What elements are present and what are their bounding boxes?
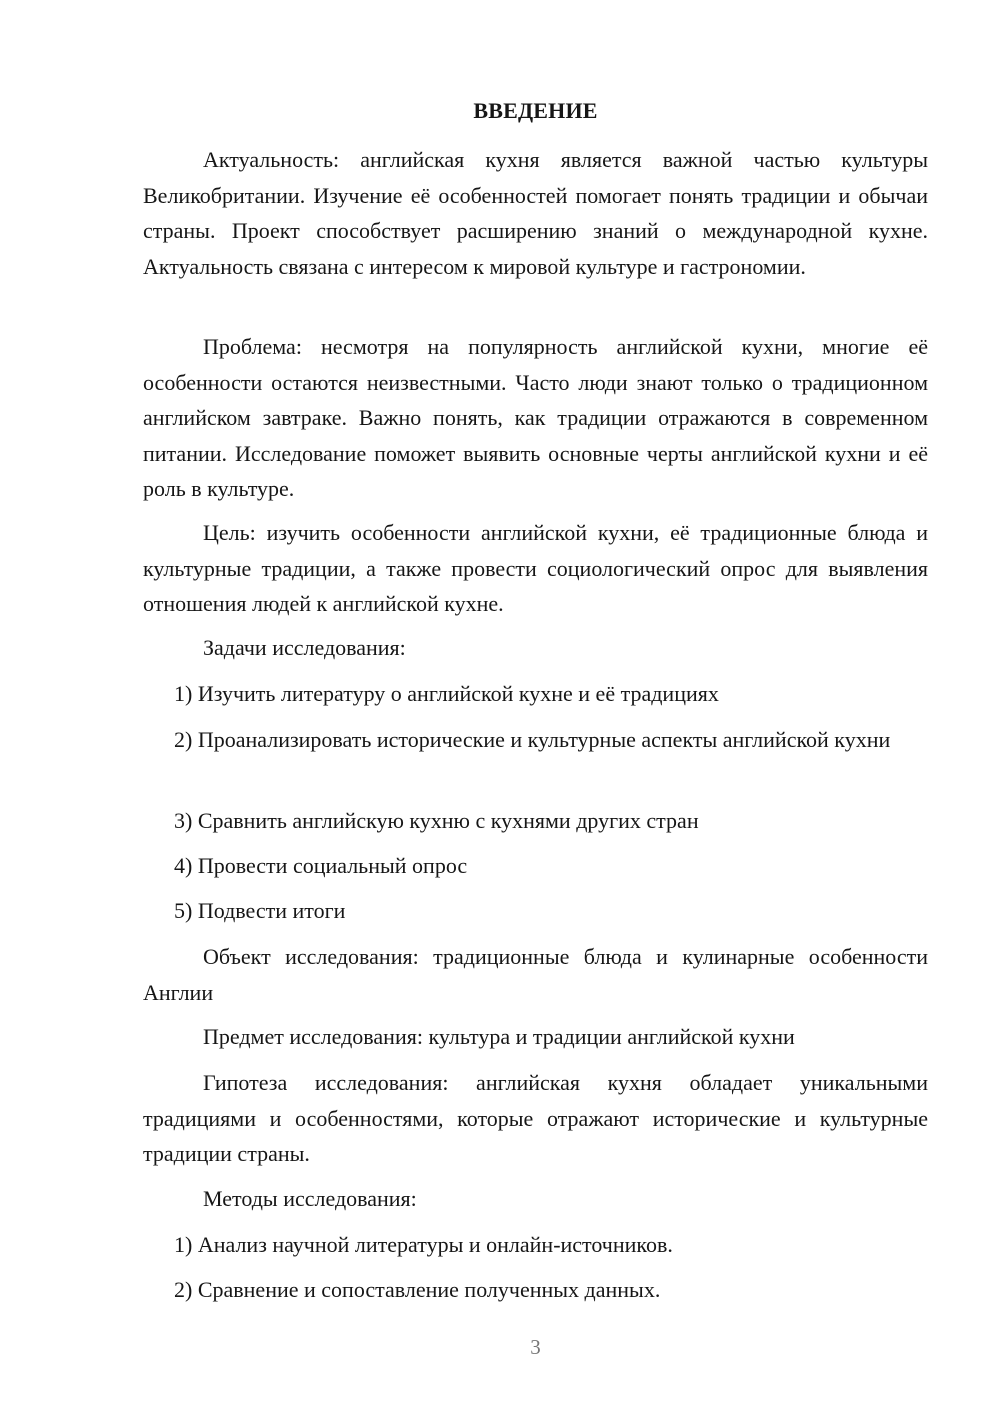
task-item-1: 1) Изучить литературу о английской кухне и её традициях bbox=[174, 681, 719, 706]
methods-heading: Методы исследования: bbox=[203, 1186, 417, 1211]
task-item-4: 4) Провести социальный опрос bbox=[174, 853, 468, 878]
document-page bbox=[143, 0, 928, 1414]
section-title: ВВЕДЕНИЕ bbox=[473, 98, 598, 123]
subject-paragraph: Предмет исследования: культура и традиции английской кухни bbox=[203, 1024, 795, 1049]
task-item-3: 3) Сравнить английскую кухню с кухнями других стран bbox=[174, 808, 699, 833]
task-item-2: 2) Проанализировать исторические и культурные аспекты английской кухни bbox=[174, 727, 891, 752]
object-paragraph: Объект исследования: традиционные блюда и кулинарные особенности Англии bbox=[143, 944, 928, 1005]
problem-paragraph: Проблема: несмотря на популярность английской кухни, многие её особенности остаются неизвестными. Часто люди знают только о традиционном английском завтраке. Важно понять, как традиции отражаются в современном питании. Исследование поможет выявить основные черты английской кухни и её роль в культуре. bbox=[143, 334, 928, 501]
tasks-heading: Задачи исследования: bbox=[203, 635, 406, 660]
page-number: 3 bbox=[530, 1335, 541, 1359]
method-item-2: 2) Сравнение и сопоставление полученных данных. bbox=[174, 1277, 661, 1302]
hypothesis-paragraph: Гипотеза исследования: английская кухня обладает уникальными традициями и особенностями, которые отражают исторические и культурные традиции страны. bbox=[143, 1070, 928, 1166]
relevance-paragraph: Актуальность: английская кухня является важной частью культуры Великобритании. Изучение её особенностей помогает понять традиции и обычаи страны. Проект способствует расширению знаний о международной кухне. Актуальность связана с интересом к мировой культуре и гастрономии. bbox=[143, 147, 928, 279]
task-item-5: 5) Подвести итоги bbox=[174, 898, 346, 923]
goal-paragraph: Цель: изучить особенности английской кухни, её традиционные блюда и культурные традиции, а также провести социологический опрос для выявления отношения людей к английской кухне. bbox=[143, 520, 928, 616]
method-item-1: 1) Анализ научной литературы и онлайн-источников. bbox=[174, 1232, 673, 1257]
